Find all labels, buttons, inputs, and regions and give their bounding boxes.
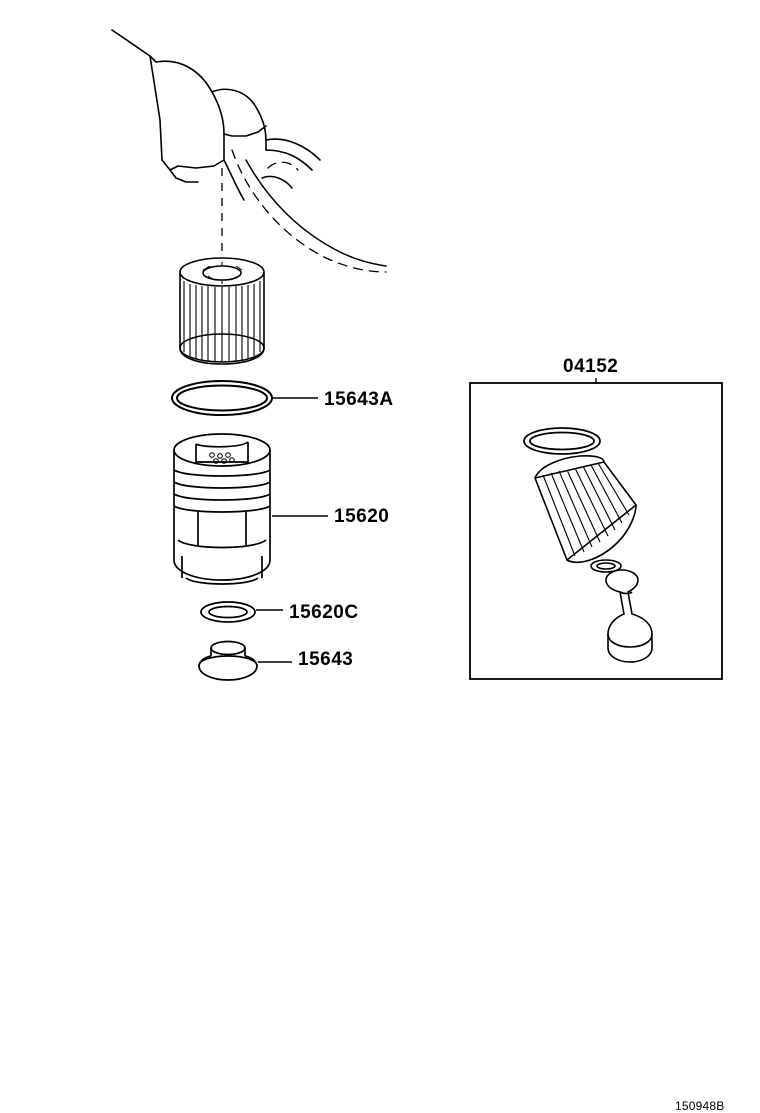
callout-15620C: 15620C: [289, 602, 359, 623]
engine-block-contour: [246, 160, 386, 266]
kit-o-ring-part: [524, 428, 600, 454]
callout-15643A: 15643A: [324, 389, 394, 410]
callout-15643: 15643: [298, 649, 354, 670]
engine-block-outline: [112, 30, 320, 200]
o-ring-upper-part: [172, 381, 272, 415]
filter-element-pleats: [184, 281, 260, 362]
figure-code: 150948B: [675, 1099, 725, 1113]
o-ring-lower-part: [201, 602, 255, 622]
callout-04152: 04152: [563, 356, 619, 377]
engine-block-dashed-contour: [232, 150, 386, 272]
callout-15620: 15620: [334, 506, 390, 527]
drain-plug-part: [199, 642, 257, 681]
kit-drain-plug-part: [606, 570, 652, 662]
